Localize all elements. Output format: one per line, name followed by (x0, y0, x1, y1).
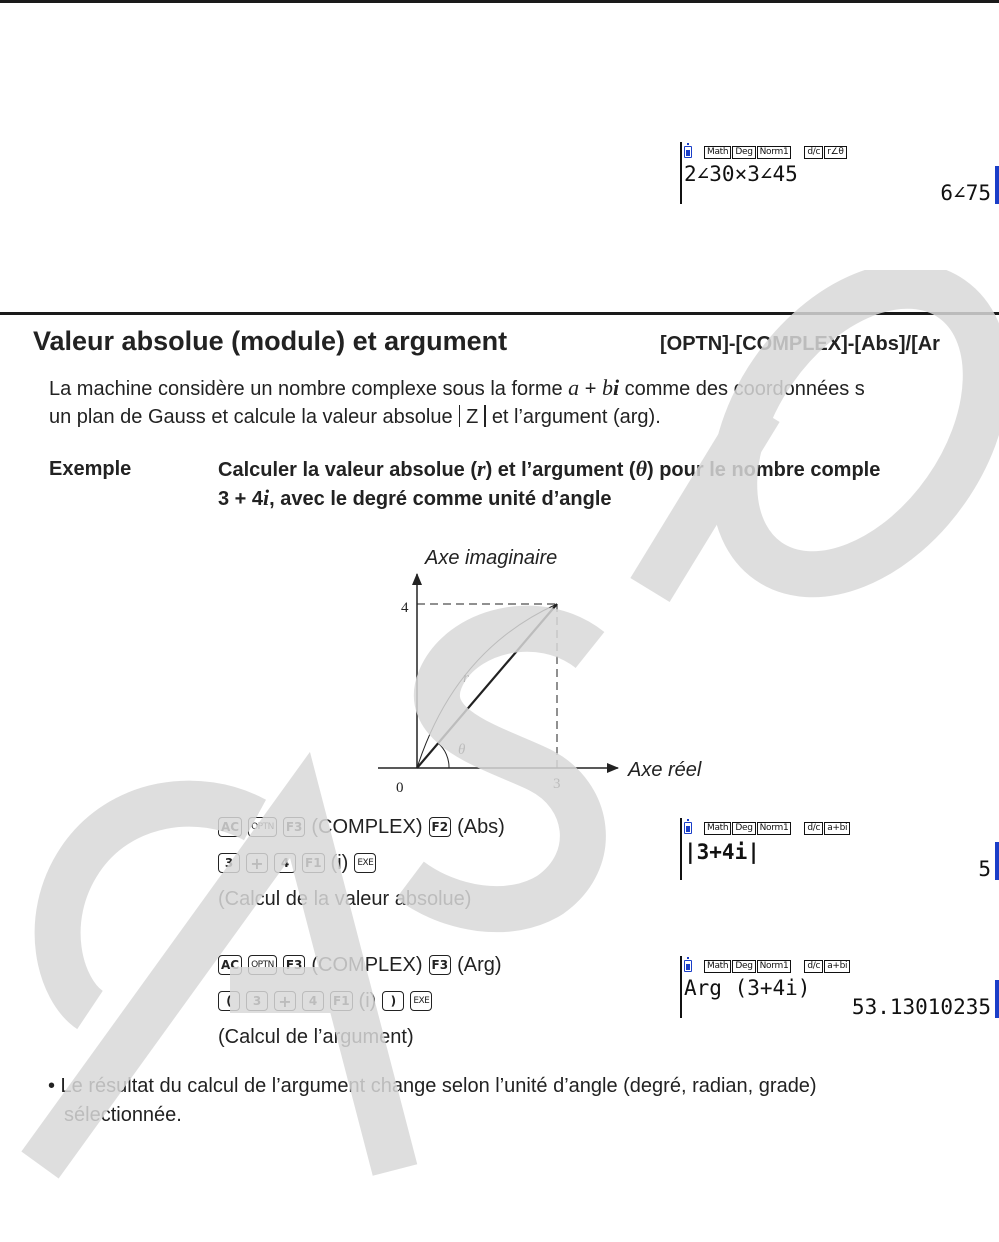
key-optn[interactable]: OPTN (248, 955, 277, 975)
key-f3[interactable]: F3 (429, 955, 452, 975)
example-line-1 (218, 455, 880, 484)
status-norm: Norm1 (757, 146, 792, 159)
status-norm: Norm1 (757, 960, 792, 973)
example-text: Calculer la valeur absolue ( (218, 459, 477, 481)
angle-arc (438, 743, 449, 768)
status-bar (684, 820, 851, 836)
battery-icon (684, 146, 692, 158)
intro-text: comme des coordonnées s (619, 378, 865, 400)
status-math: Math (704, 960, 731, 973)
calculator-screen-top (680, 142, 999, 204)
key-ac[interactable]: AC (218, 817, 242, 837)
command-path: [OPTN]-[COMPLEX]-[Abs]/[Ar (660, 333, 940, 355)
arg-note: (Calcul de l’argument) (218, 1026, 414, 1048)
key-ac[interactable]: AC (218, 955, 242, 975)
origin-label: 0 (396, 780, 404, 796)
example-text: ) et l’argument ( (485, 459, 636, 481)
key-close-paren[interactable]: ) (382, 991, 404, 1011)
screen-result: 6∠75 (940, 181, 991, 204)
key-plus[interactable]: + (246, 853, 268, 873)
key-3[interactable]: 3 (246, 991, 268, 1011)
var-i: i (612, 375, 620, 400)
screen-input: |3+4i| (684, 840, 760, 864)
battery-icon (684, 822, 692, 834)
key-f1[interactable]: F1 (330, 991, 353, 1011)
screen-input: 2∠30×3∠45 (684, 162, 798, 186)
intro-text: et l’argument (arg). (491, 406, 661, 428)
key-f2[interactable]: F2 (429, 817, 452, 837)
var-a: a (568, 375, 580, 400)
complex-label: (COMPLEX) (311, 953, 423, 976)
status-deg: Deg (732, 960, 755, 973)
example-text: , avec le degré comme unité d’angle (269, 488, 612, 510)
r-label: r (463, 670, 469, 686)
abs-bar-right (484, 405, 486, 427)
bullet-line-2: sélectionnée. (64, 1104, 182, 1126)
gauss-plane-diagram (360, 540, 740, 810)
status-bar (684, 144, 848, 160)
key-3[interactable]: 3 (218, 853, 240, 873)
complex-label: (COMPLEX) (311, 815, 423, 838)
status-mode: r∠θ (824, 146, 846, 159)
key-plus[interactable]: + (274, 991, 296, 1011)
key-f1[interactable]: F1 (302, 853, 325, 873)
status-deg: Deg (732, 146, 755, 159)
var-b: b (601, 375, 613, 400)
screen-result: 53.13010235 (851, 995, 991, 1018)
y-axis-label: Axe imaginaire (425, 547, 558, 569)
abs-step-line-2 (218, 850, 382, 876)
intro-line-1 (49, 374, 865, 403)
var-r: r (477, 456, 486, 481)
key-optn[interactable]: OPTN (248, 817, 277, 837)
section-rule (0, 312, 999, 315)
calculator-screen-abs (680, 818, 999, 880)
key-open-paren[interactable]: ( (218, 991, 240, 1011)
top-rule (0, 0, 999, 3)
example-line-2 (218, 484, 612, 513)
key-exe[interactable]: EXE (410, 991, 432, 1011)
abs-bar-left (459, 405, 461, 427)
key-f3[interactable]: F3 (283, 817, 306, 837)
abs-note: (Calcul de la valeur absolue) (218, 888, 472, 910)
x-tick-label: 3 (553, 776, 561, 792)
screen-result: 5 (978, 857, 991, 880)
abs-label: (Abs) (457, 815, 505, 838)
plus-sign: + (579, 378, 602, 400)
status-deg: Deg (732, 822, 755, 835)
section-title: Valeur absolue (module) et argument (33, 326, 508, 356)
x-axis-label: Axe réel (628, 759, 702, 781)
abs-step-line-1 (218, 814, 505, 840)
status-dc: d/c (804, 960, 823, 973)
bullet-line-1: • Le résultat du calcul de l’argument change selon l’unité d’angle (degré, radian, grade) (48, 1075, 817, 1097)
var-theta: θ (635, 456, 647, 481)
calculator-screen-arg (680, 956, 999, 1018)
battery-icon (684, 960, 692, 972)
arg-label: (Arg) (457, 953, 502, 976)
y-tick-label: 4 (401, 600, 409, 616)
status-dc: d/c (804, 146, 823, 159)
theta-label: θ (458, 742, 466, 758)
key-4[interactable]: 4 (302, 991, 324, 1011)
status-mode: a+bi (824, 960, 850, 973)
status-mode: a+bi (824, 822, 850, 835)
key-f3[interactable]: F3 (283, 955, 306, 975)
arg-step-line-1 (218, 952, 502, 978)
intro-text: un plan de Gauss et calcule la valeur absolue (49, 406, 453, 428)
status-dc: d/c (804, 822, 823, 835)
status-norm: Norm1 (757, 822, 792, 835)
status-bar (684, 958, 851, 974)
screen-input: Arg (3+4i) (684, 976, 811, 1000)
status-math: Math (704, 146, 731, 159)
key-4[interactable]: 4 (274, 853, 296, 873)
var-i: i (263, 485, 270, 510)
example-label: Exemple (49, 458, 132, 480)
arg-step-line-2 (218, 988, 438, 1014)
i-label: (i) (330, 851, 349, 874)
var-z: Z (466, 406, 479, 428)
key-exe[interactable]: EXE (354, 853, 376, 873)
i-label: (i) (358, 989, 377, 1012)
status-math: Math (704, 822, 731, 835)
intro-line-2 (49, 403, 661, 431)
example-text: 3 + 4 (218, 488, 264, 510)
example-text: ) pour le nombre comple (647, 459, 881, 481)
intro-text: La machine considère un nombre complexe sous la forme (49, 378, 569, 400)
